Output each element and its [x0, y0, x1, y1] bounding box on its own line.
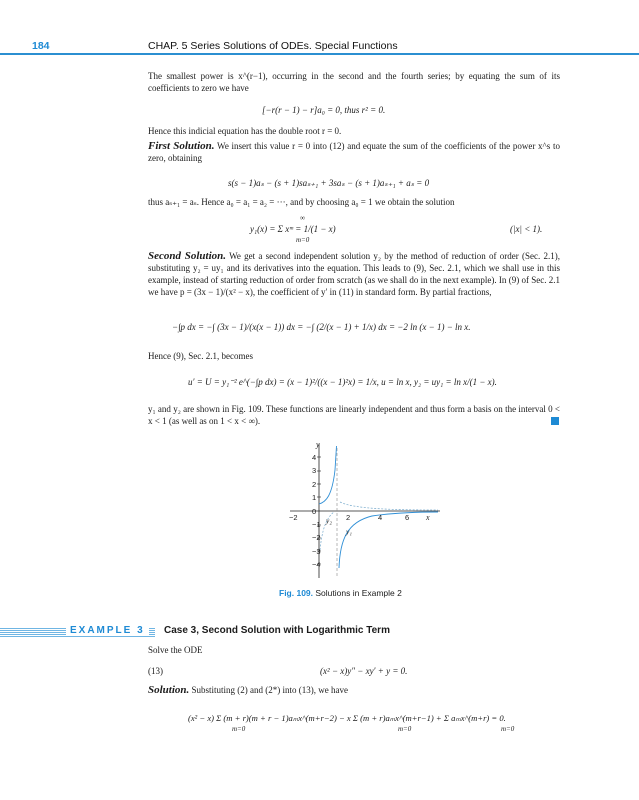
- equation-number-13: (13): [148, 666, 163, 676]
- figure-caption-text: Solutions in Example 2: [315, 588, 402, 598]
- equation-y1-condition: (|x| < 1).: [510, 224, 543, 234]
- figure-caption-label: Fig. 109.: [279, 588, 314, 598]
- y-axis-label: y: [316, 440, 320, 449]
- y-tick-4: 4: [312, 453, 317, 462]
- y-tick-minus-3: −3: [312, 546, 321, 556]
- second-solution-paragraph: [148, 250, 560, 298]
- second-solution-text: We get a second independent solution y₂ by the method of reduction of order (Sec. 2.1), substituting y₂ = uy₁ and its derivatives into the equation. This leads to (9), Sec. 2.1, which we shall use in this example, instead of starting reduction of order from scratch (as we shall do in the next example). In (9) of Sec. 2.1 we have p = (3x − 1)/(x² − x), the coefficient of y′ in (11) in standard form. By partial fractions,: [148, 251, 560, 297]
- equation-recurrence: s(s − 1)aₛ − (s + 1)saₛ₊₁ + 3saₛ − (s + 1)aₛ₊₁ + aₛ = 0: [228, 178, 430, 188]
- sum-index-b: m=0: [398, 725, 412, 733]
- x-tick-minus-2: −2: [289, 513, 298, 522]
- y-tick-labels: [312, 451, 321, 572]
- y2-right-branch: [340, 502, 438, 510]
- running-head: CHAP. 5 Series Solutions of ODEs. Special Functions: [148, 40, 398, 52]
- y-tick-minus-2: −2: [312, 533, 321, 543]
- y-tick-3: 3: [312, 466, 317, 476]
- sum-index-a: m=0: [232, 725, 246, 733]
- first-solution-text: We insert this value r = 0 into (12) and equate the sum of the coefficients of the power x^s to zero, obtaining: [148, 141, 560, 163]
- header-rule: [0, 53, 639, 55]
- first-solution-heading: First Solution.: [148, 140, 215, 152]
- example-title: Case 3, Second Solution with Logarithmic Term: [164, 625, 390, 636]
- figure-caption: [279, 588, 402, 598]
- y1-left-branch: [319, 446, 337, 504]
- equation-13: (x² − x)y″ − xy′ + y = 0.: [320, 666, 408, 676]
- paragraph-1: The smallest power is x^(r−1), occurring in the second and the fourth series; by equating the sum of its coefficients to zero we have: [148, 71, 560, 93]
- first-solution-paragraph: [148, 140, 560, 164]
- paragraph-2: Hence this indicial equation has the double root r = 0.: [148, 126, 342, 136]
- y-tick-minus-1: −1: [312, 520, 321, 530]
- x-tick-4: 4: [378, 513, 383, 522]
- curve-label-y2: y₂: [326, 516, 332, 525]
- y-tick-0: 0: [312, 506, 317, 516]
- sum-top-1: ∞: [300, 214, 305, 222]
- x-tick-2: 2: [346, 513, 351, 522]
- end-of-example-marker: [551, 417, 559, 425]
- example-intro: Solve the ODE: [148, 645, 203, 655]
- equation-y1: y₁(x) = Σ xᵐ = 1/(1 − x): [250, 224, 336, 234]
- paragraph-7: y₁ and y₂ are shown in Fig. 109. These functions are linearly independent and thus form a basis on the interval 0 < x < 1 (as well as on 1 < x < ∞).: [148, 404, 560, 426]
- solution-paragraph: [148, 684, 560, 696]
- equation-substitution: (x² − x) Σ (m + r)(m + r − 1)aₘx^(m+r−2) − x Σ (m + r)aₘx^(m+r−1) + Σ aₘx^(m+r) = 0.: [188, 713, 506, 723]
- y-tick-1: 1: [312, 493, 317, 503]
- y1-right-branch: [339, 512, 438, 568]
- y-tick-2: 2: [312, 479, 317, 489]
- sum-index-1: m=0: [296, 236, 310, 244]
- solution-text: Substituting (2) and (2*) into (13), we have: [191, 685, 349, 695]
- equation-u-prime: u′ = U = y₁⁻² e^(−∫p dx) = (x − 1)²/((x − 1)²x) = 1/x, u = ln x, y₂ = uy₁ = ln x/(1 − x).: [188, 377, 497, 387]
- solution-heading: Solution.: [148, 684, 190, 696]
- page-number: 184: [32, 40, 50, 52]
- figure-109-plot: [282, 440, 442, 580]
- x-axis-label: x: [426, 513, 430, 522]
- y-tick-minus-4: −4: [312, 560, 321, 570]
- curve-label-y1: y₁: [346, 527, 352, 536]
- x-tick-6: 6: [405, 513, 410, 522]
- sum-index-c: m=0: [501, 725, 515, 733]
- example-label: EXAMPLE 3: [66, 625, 149, 636]
- paragraph-6: Hence (9), Sec. 2.1, becomes: [148, 351, 253, 361]
- paragraph-4: thus aₛ₊₁ = aₛ. Hence a₀ = a₁ = a₂ = ···, and by choosing a₀ = 1 we obtain the solution: [148, 197, 455, 207]
- equation-partial-fractions: −∫p dx = −∫ (3x − 1)/(x(x − 1)) dx = −∫ (2/(x − 1) + 1/x) dx = −2 ln (x − 1) − ln x.: [172, 322, 471, 332]
- second-solution-heading: Second Solution.: [148, 250, 227, 262]
- equation-indicial: [−r(r − 1) − r]a₀ = 0, thus r² = 0.: [262, 105, 386, 115]
